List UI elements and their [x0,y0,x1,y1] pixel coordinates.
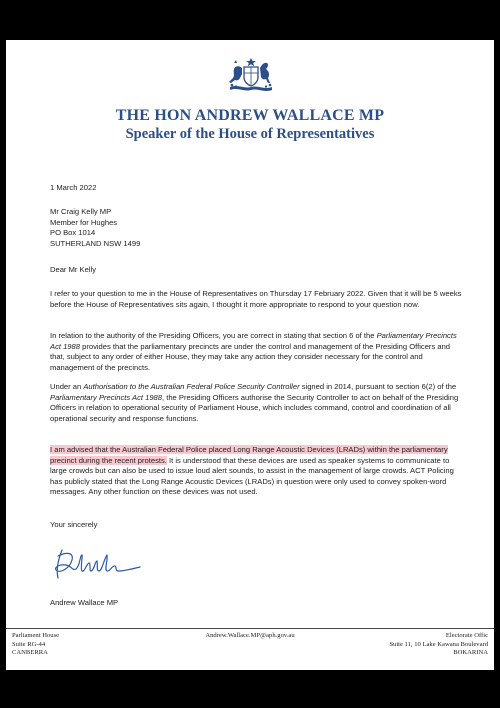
footer-electorate-address [389,632,488,658]
highlighted-text: I am advised that the Australian Federal Police placed Long Range Acoustic Devices (LRADs) within the parliamentary precinct during the recent protests. [50,445,448,465]
closing: Your sincerely [50,520,98,529]
signer-name: Andrew Wallace MP [50,598,119,607]
letterhead-title: Speaker of the House of Representatives [125,126,375,142]
paragraph-3-text: , the Presiding Officers authorise the Security Controller to act on behalf of the Presiding Officers in relation to operational security of Parliament House, which includes command, control and coordination of all operational security and response functions. [50,392,459,423]
paragraph-3-text: signed in 2014, pursuant to section 6(2) of the [299,382,457,391]
recipient-line: SUTHERLAND NSW 1499 [50,238,141,248]
footer-line: Electorate Offic [445,632,488,639]
paragraph-3-text: Under an [50,382,84,391]
footer-line: BOKARINA [453,649,488,656]
salutation: Dear Mr Kelly [50,265,96,274]
letter-page [6,40,494,670]
coat-of-arms-icon [222,58,280,92]
footer-line: CANBERRA [12,649,48,656]
footer-email-text: Andrew.Wallace.MP@aph.gov.au [205,632,295,639]
recipient-line: Mr Craig Kelly MP [50,207,112,216]
paragraph-4 [50,445,462,498]
paragraph-2-text: In relation to the authority of the Presiding Officers, you are correct in stating that section 6 of the [50,331,377,340]
paragraph-3 [50,382,462,424]
letter-date: 1 March 2022 [50,183,97,192]
authorisation-title: Authorisation to the Australian Federal Police Security Controller [83,382,300,391]
footer-line: Suite 11, 10 Lake Kawana Boulevard [389,640,488,648]
recipient-line: Member for Hughes [50,217,118,227]
signature-image [52,542,152,584]
act-title: Parliamentary Precincts Act 1988 [50,331,457,351]
paragraph-2 [50,331,462,373]
paragraph-4-text: It is understood that these devices are used as speaker systems to communicate to large crowds but can also be used to issue loud alert sounds, to assist in the management of large crowds. ACT Policing has publicly stated that the Long Range Acoustic Devices (LRADs) in question were only used to convey spoken-word messages. Any other function on these devices was not used. [50,455,454,496]
footer-line: Suite RG-44 [12,640,46,648]
recipient-line: PO Box 1014 [50,228,96,237]
paragraph-2-text: provides that the parliamentary precincts are under the control and management of the Presiding Officers and that, subject to any order of either House, they may take any action they consider necessary for the control and management of the precincts. [50,341,451,372]
footer-divider [6,628,494,629]
act-title: Parliamentary Precincts Act 1988 [50,392,162,402]
recipient-address [50,207,462,249]
letterhead-name: THE HON ANDREW WALLACE MP [115,107,385,124]
paragraph-1: I refer to your question to me in the House of Representatives on Thursday 17 February 2022. Given that it will be 5 weeks before the House of Representatives sits again, I thought it more appropriate to respond to your question now. [50,289,462,309]
footer-line: Parliament House [12,632,60,639]
